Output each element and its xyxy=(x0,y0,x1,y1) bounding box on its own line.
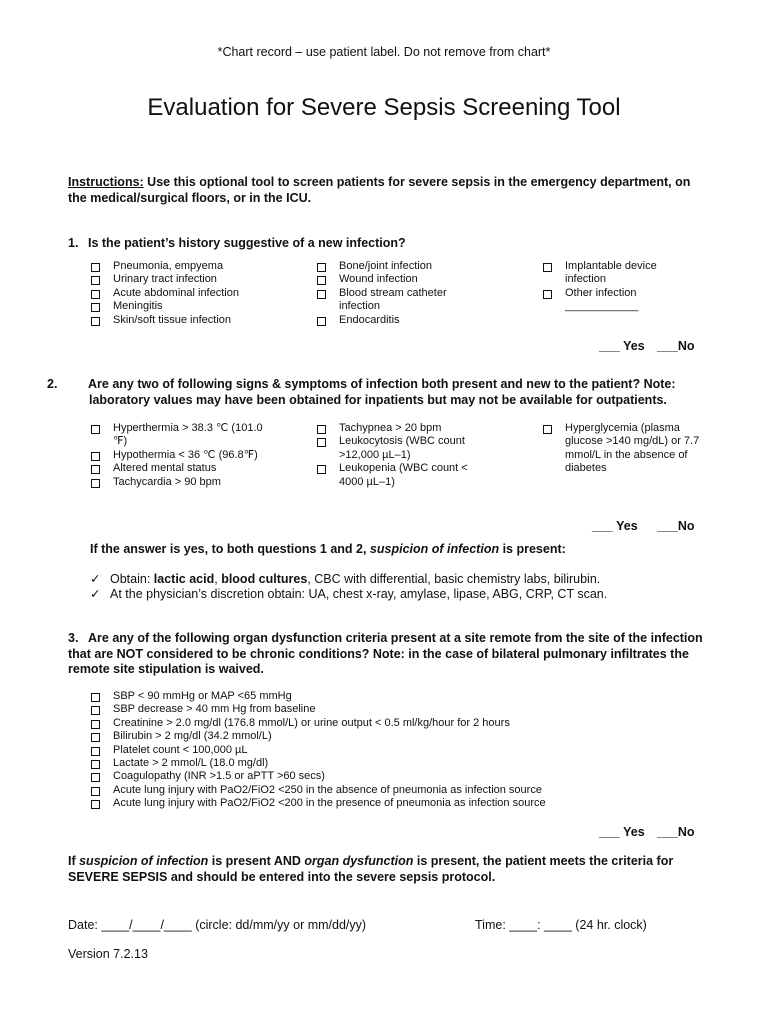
q1-option[interactable]: Acute abdominal infection xyxy=(90,287,295,300)
q3-option[interactable]: Coagulopathy (INR >1.5 or aPTT >60 secs) xyxy=(90,770,710,783)
question-1-number: 1. xyxy=(68,236,79,250)
q3-option[interactable]: Acute lung injury with PaO2/FiO2 <250 in the absence of pneumonia as infection source xyxy=(90,784,710,797)
q3-yes[interactable]: ___ Yes xyxy=(599,825,645,839)
checkbox-icon[interactable] xyxy=(91,787,100,796)
checkbox-icon[interactable] xyxy=(91,693,100,702)
checkbox-icon[interactable] xyxy=(91,706,100,715)
checkbox-icon[interactable] xyxy=(317,290,326,299)
q2-option[interactable]: Altered mental status xyxy=(90,462,265,475)
checkbox-icon[interactable] xyxy=(543,263,552,272)
q1-option[interactable]: Endocarditis xyxy=(316,314,466,327)
q2-option[interactable]: Hyperglycemia (plasma glucose >140 mg/dL) or 7.7 mmol/L in the absence of diabetes xyxy=(542,422,712,476)
version-label: Version 7.2.13 xyxy=(68,947,148,961)
q2-option[interactable]: Leukocytosis (WBC count >12,000 µL–1) xyxy=(316,435,481,462)
q2-option[interactable]: Hypothermia < 36 ℃ (96.8℉) xyxy=(90,449,265,462)
q1-option[interactable]: Pneumonia, empyema xyxy=(90,260,295,273)
q3-option[interactable]: Bilirubin > 2 mg/dl (34.2 mmol/L) xyxy=(90,730,710,743)
suspicion-actions xyxy=(90,572,730,602)
q1-option[interactable]: Skin/soft tissue infection xyxy=(90,314,295,327)
q2-option[interactable]: Tachypnea > 20 bpm xyxy=(316,422,481,435)
q2-no[interactable]: ___No xyxy=(657,519,695,533)
checkbox-icon[interactable] xyxy=(91,317,100,326)
checkbox-icon[interactable] xyxy=(91,290,100,299)
checkbox-icon[interactable] xyxy=(317,317,326,326)
checkbox-icon[interactable] xyxy=(91,479,100,488)
question-3 xyxy=(68,631,708,678)
q1-option[interactable]: Blood stream catheter infection xyxy=(316,287,466,314)
q2-option[interactable]: Leukopenia (WBC count < 4000 µL–1) xyxy=(316,462,481,489)
checkbox-icon[interactable] xyxy=(543,290,552,299)
question-1-text: Is the patient’s history suggestive of a new infection? xyxy=(88,236,406,250)
checkbox-icon[interactable] xyxy=(317,425,326,434)
checkmark-icon: ✓ xyxy=(90,587,101,601)
instructions xyxy=(68,175,708,206)
question-1 xyxy=(68,236,708,252)
chart-record-notice: *Chart record – use patient label. Do not remove from chart* xyxy=(217,45,551,59)
q1-no[interactable]: ___No xyxy=(657,339,695,353)
checkbox-icon[interactable] xyxy=(91,800,100,809)
checkbox-icon[interactable] xyxy=(317,438,326,447)
q1-option[interactable]: Other infection ____________ xyxy=(542,287,682,314)
q1-column-2 xyxy=(316,260,466,327)
q2-column-1 xyxy=(90,422,265,489)
checkbox-icon[interactable] xyxy=(91,760,100,769)
checkbox-icon[interactable] xyxy=(91,720,100,729)
action-item: ✓ At the physician’s discretion obtain: UA, chest x-ray, amylase, lipase, ABG, CRP, CT scan. xyxy=(90,587,608,601)
page-title: Evaluation for Severe Sepsis Screening Tool xyxy=(147,94,621,121)
q1-yes[interactable]: ___ Yes xyxy=(599,339,645,353)
checkbox-icon[interactable] xyxy=(91,425,100,434)
q2-column-2 xyxy=(316,422,481,489)
q3-option[interactable]: Creatinine > 2.0 mg/dl (176.8 mmol/L) or urine output < 0.5 ml/kg/hour for 2 hours xyxy=(90,717,710,730)
checkbox-icon[interactable] xyxy=(91,452,100,461)
question-2 xyxy=(47,377,729,408)
checkbox-icon[interactable] xyxy=(91,747,100,756)
q3-option[interactable]: Acute lung injury with PaO2/FiO2 <200 in the presence of pneumonia as infection source xyxy=(90,797,710,810)
q3-option[interactable]: SBP decrease > 40 mm Hg from baseline xyxy=(90,703,710,716)
suspicion-statement: If the answer is yes, to both questions 1 and 2, suspicion of infection is present: xyxy=(90,542,566,556)
checkbox-icon[interactable] xyxy=(543,425,552,434)
question-3-text: Are any of the following organ dysfunction criteria present at a site remote from the site of the infection that are NOT considered to be chronic conditions? Note: in the case of bilateral pulmonary infiltrates the remote site stipulation is waived. xyxy=(68,631,703,676)
checkbox-icon[interactable] xyxy=(317,276,326,285)
question-2-text: Are any two of following signs & symptoms of infection both present and new to the patient? Note: laboratory values may have been obtained for inpatients but may not be available for outpatients. xyxy=(88,377,676,407)
q3-option[interactable]: Lactate > 2 mmol/L (18.0 mg/dl) xyxy=(90,757,710,770)
q3-option[interactable]: SBP < 90 mmHg or MAP <65 mmHg xyxy=(90,690,710,703)
checkbox-icon[interactable] xyxy=(317,465,326,474)
q1-option[interactable]: Bone/joint infection xyxy=(316,260,466,273)
instructions-text: Use this optional tool to screen patients for severe sepsis in the emergency department, on the medical/surgical floors, or in the ICU. xyxy=(68,175,691,205)
q2-option[interactable]: Tachycardia > 90 bpm xyxy=(90,476,265,489)
question-2-number: 2. xyxy=(47,377,58,391)
q2-column-3 xyxy=(542,422,712,476)
q3-criteria-list xyxy=(90,690,710,811)
action-item: ✓ Obtain: lactic acid, blood cultures, CBC with differential, basic chemistry labs, bilirubin. xyxy=(90,572,601,586)
date-field[interactable]: Date: ____/____/____ (circle: dd/mm/yy or mm/dd/yy) xyxy=(68,918,367,932)
checkbox-icon[interactable] xyxy=(91,733,100,742)
checkbox-icon[interactable] xyxy=(91,276,100,285)
q1-option[interactable]: Implantable device infection xyxy=(542,260,682,287)
checkbox-icon[interactable] xyxy=(91,465,100,474)
q1-column-1 xyxy=(90,260,295,327)
q2-option[interactable]: Hyperthermia > 38.3 ℃ (101.0 ℉) xyxy=(90,422,265,449)
checkbox-icon[interactable] xyxy=(91,263,100,272)
checkbox-icon[interactable] xyxy=(317,263,326,272)
q2-yes[interactable]: ___ Yes xyxy=(592,519,638,533)
checkmark-icon: ✓ xyxy=(90,572,101,586)
severe-sepsis-conclusion: If suspicion of infection is present AND organ dysfunction is present, the patient meets the criteria for SEVERE SEPSIS and should be entered into the severe sepsis protocol. xyxy=(68,854,674,884)
checkbox-icon[interactable] xyxy=(91,303,100,312)
q1-option[interactable]: Meningitis xyxy=(90,300,295,313)
question-3-number: 3. xyxy=(68,631,79,645)
q1-option[interactable]: Wound infection xyxy=(316,273,466,286)
time-field[interactable]: Time: ____: ____ (24 hr. clock) xyxy=(475,918,647,932)
instructions-label: Instructions: xyxy=(68,175,144,189)
q1-column-3 xyxy=(542,260,682,314)
q3-option[interactable]: Platelet count < 100,000 µL xyxy=(90,744,710,757)
q3-no[interactable]: ___No xyxy=(657,825,695,839)
q1-option[interactable]: Urinary tract infection xyxy=(90,273,295,286)
checkbox-icon[interactable] xyxy=(91,773,100,782)
